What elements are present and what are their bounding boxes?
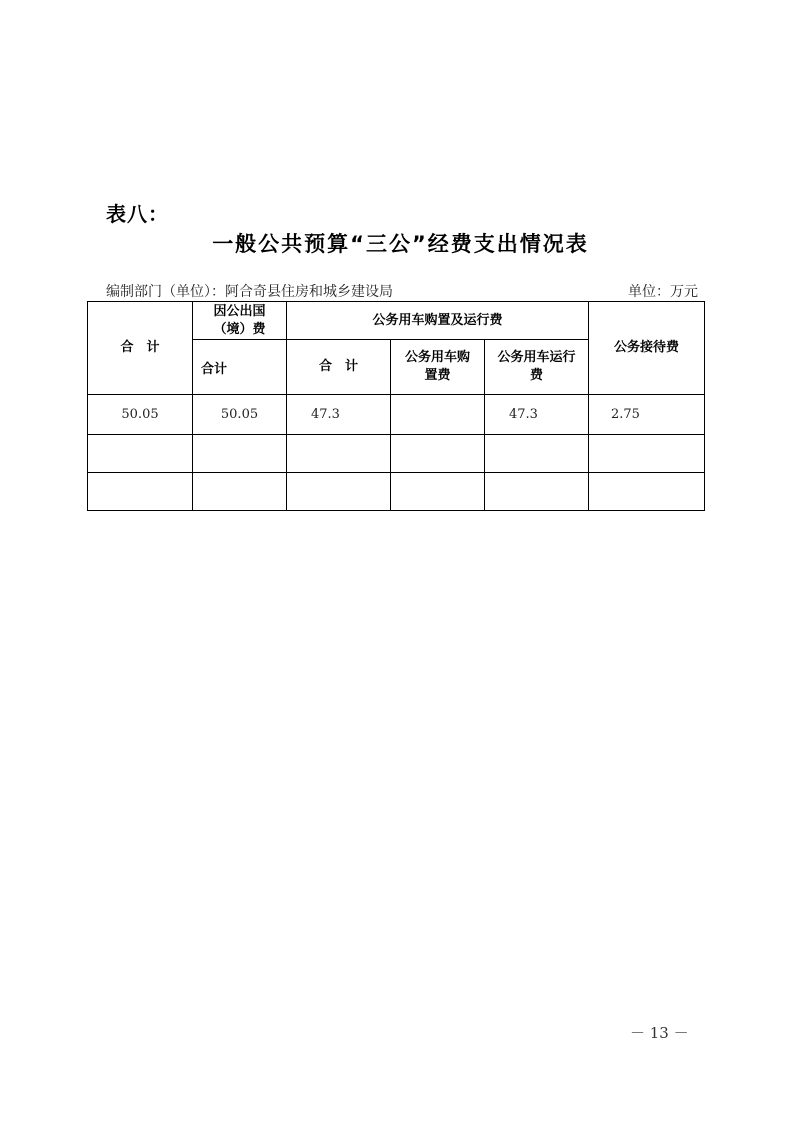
unit-label: 单位：万元 bbox=[628, 284, 698, 300]
header-vehicle-operation-line2: 费 bbox=[529, 368, 543, 383]
cell-outbound: 50.05 bbox=[193, 395, 287, 435]
header-vehicle-group: 公务用车购置及运行费 bbox=[287, 302, 589, 340]
compiler-label: 编制部门（单位）：阿合奇县住房和城乡建设局 bbox=[106, 284, 393, 300]
table-label: 表八： bbox=[106, 202, 169, 226]
cell-vehicle-operation: 47.3 bbox=[485, 395, 589, 435]
cell-reception: 2.75 bbox=[589, 395, 705, 435]
cell-outbound bbox=[193, 473, 287, 511]
table-row bbox=[88, 395, 705, 435]
header-vehicle-purchase bbox=[391, 340, 485, 395]
cell-total: 50.05 bbox=[88, 395, 193, 435]
header-outbound bbox=[193, 302, 287, 340]
cell-total bbox=[88, 435, 193, 473]
header-outbound-line1: 因公出国 bbox=[213, 303, 266, 319]
cell-reception bbox=[589, 473, 705, 511]
cell-vehicle-purchase bbox=[391, 435, 485, 473]
header-outbound-line2: （境）费 bbox=[213, 321, 266, 337]
header-vehicle-operation-line1: 公务用车运行 bbox=[497, 350, 576, 365]
cell-vehicle-purchase bbox=[391, 395, 485, 435]
cell-vehicle-total bbox=[287, 435, 391, 473]
table-row bbox=[88, 435, 705, 473]
cell-reception bbox=[589, 435, 705, 473]
header-reception: 公务接待费 bbox=[589, 302, 705, 395]
cell-vehicle-total: 47.3 bbox=[287, 395, 391, 435]
header-vehicle-purchase-line1: 公务用车购 bbox=[404, 350, 470, 365]
header-row-1 bbox=[88, 302, 705, 340]
cell-total bbox=[88, 473, 193, 511]
header-vehicle-purchase-line2: 置费 bbox=[424, 368, 451, 383]
meta-row bbox=[106, 281, 698, 301]
expense-table bbox=[87, 301, 705, 511]
header-vehicle-total: 合 计 bbox=[287, 340, 391, 395]
cell-vehicle-purchase bbox=[391, 473, 485, 511]
cell-vehicle-operation bbox=[485, 473, 589, 511]
header-vehicle-operation bbox=[485, 340, 589, 395]
page-title: 一般公共预算“三公”经费支出情况表 bbox=[212, 232, 589, 256]
header-total: 合 计 bbox=[88, 302, 193, 395]
header-outbound-subtotal: 合计 bbox=[193, 340, 287, 395]
cell-outbound bbox=[193, 435, 287, 473]
cell-vehicle-operation bbox=[485, 435, 589, 473]
cell-vehicle-total bbox=[287, 473, 391, 511]
table-row bbox=[88, 473, 705, 511]
page-number: － 13 － bbox=[630, 1024, 689, 1042]
